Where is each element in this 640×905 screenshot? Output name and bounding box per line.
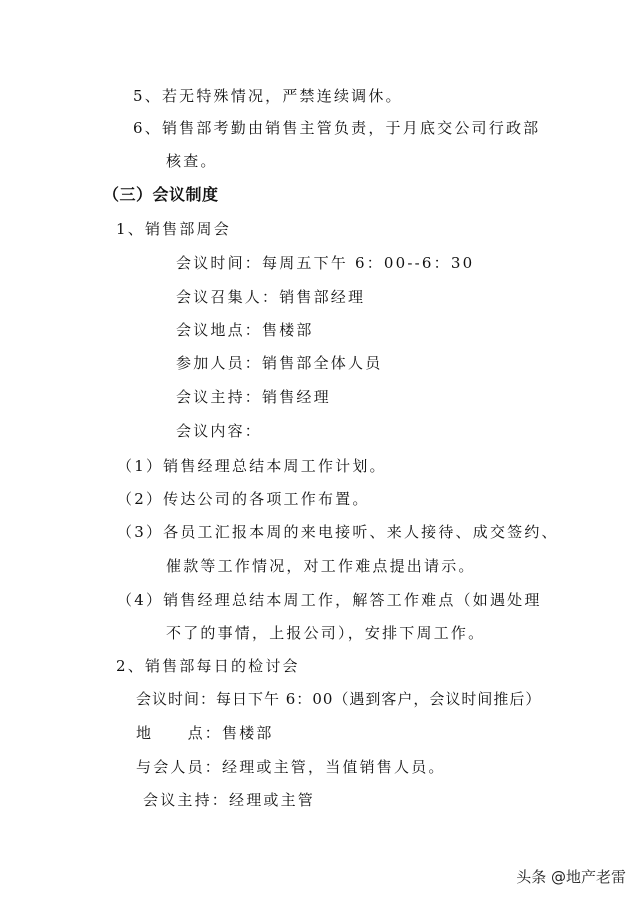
content-item-1: （1）销售经理总结本周工作计划。 — [117, 457, 387, 475]
item-daily-review-meeting: 2、销售部每日的检讨会 — [116, 657, 300, 675]
content-item-4: （4）销售经理总结本周工作，解答工作难点（如遇处理 — [117, 591, 542, 609]
content-item-2: （2）传达公司的各项工作布置。 — [117, 490, 370, 508]
daily-meeting-time: 会议时间：每日下午 6：00（遇到客户，会议时间推后） — [136, 690, 542, 708]
weekly-meeting-content-label: 会议内容： — [176, 422, 263, 440]
item-weekly-meeting: 1、销售部周会 — [116, 220, 231, 238]
watermark: 头条 @地产老雷 — [516, 868, 626, 886]
weekly-meeting-attendees: 参加人员：销售部全体人员 — [176, 354, 383, 372]
rule-6: 6、销售部考勤由销售主管负责，于月底交公司行政部 — [133, 119, 541, 137]
daily-meeting-host: 会议主持：经理或主管 — [143, 791, 316, 809]
weekly-meeting-time: 会议时间：每周五下午 6：00--6：30 — [176, 254, 475, 272]
weekly-meeting-location: 会议地点：售楼部 — [176, 321, 314, 339]
daily-meeting-location: 地 点：售楼部 — [136, 724, 274, 742]
weekly-meeting-host: 会议主持：销售经理 — [176, 388, 331, 406]
content-item-4-continued: 不了的事情，上报公司），安排下周工作。 — [166, 624, 486, 642]
rule-5: 5、若无特殊情况，严禁连续调休。 — [133, 87, 403, 105]
daily-meeting-attendees: 与会人员：经理或主管，当值销售人员。 — [136, 758, 446, 776]
weekly-meeting-convener: 会议召集人：销售部经理 — [176, 288, 366, 306]
content-item-3: （3）各员工汇报本周的来电接听、来人接待、成交签约、 — [117, 523, 559, 541]
section-heading-meeting-system: （三）会议制度 — [103, 185, 219, 204]
content-item-3-continued: 催款等工作情况，对工作难点提出请示。 — [166, 557, 476, 575]
rule-6-continued: 核查。 — [166, 152, 218, 170]
